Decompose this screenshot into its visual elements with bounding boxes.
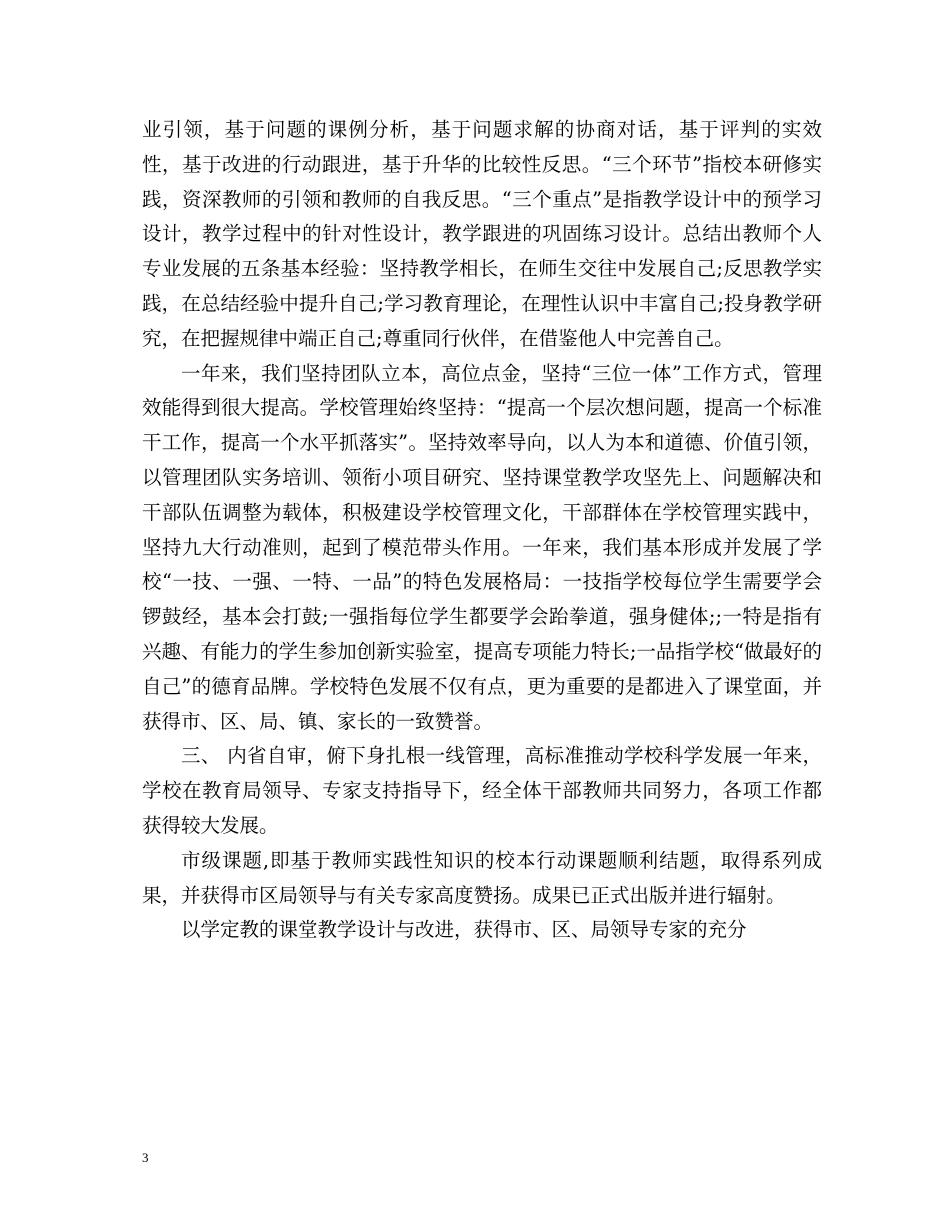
paragraph-3: 三、 内省自审，俯下身扎根一线管理，高标准推动学校科学发展一年来，学校在教育局领导、专家支持指导下，经全体干部教师共同努力，各项工作都获得较大发展。 (142, 744, 822, 837)
body-text (142, 113, 822, 948)
page-number: 3 (142, 1150, 149, 1165)
paragraph-2: 一年来，我们坚持团队立本，高位点金，坚持“三位一体”工作方式，管理效能得到很大提高。学校管理始终坚持：“提高一个层次想问题，提高一个标准干工作，提高一个水平抓落实”。坚持效率导向，以人为本和道德、价值引领，以管理团队实务培训、领衔小项目研究、坚持课堂教学攻坚先上、问题解决和干部队伍调整为载体，积极建设学校管理文化，干部群体在学校管理实践中，坚持九大行动准则，起到了模范带头作用。一年来，我们基本形成并发展了学校“一技、一强、一特、一品”的特色发展格局：一技指学校每位学生需要学会锣鼓经，基本会打鼓;一强指每位学生都要学会跆拳道，强身健体;;一特是指有兴趣、有能力的学生参加创新实验室，提高专项能力特长;一品指学校“做最好的自己”的德育品牌。学校特色发展不仅有点，更为重要的是都进入了课堂面，并获得市、区、局、镇、家长的一致赞誉。 (142, 361, 822, 733)
paragraph-5: 以学定教的课堂教学设计与改进，获得市、区、局领导专家的充分 (181, 918, 747, 942)
paragraph-4: 市级课题,即基于教师实践性知识的校本行动课题顺利结题，取得系列成果，并获得市区局领导与有关专家高度赞扬。成果已正式出版并进行辐射。 (142, 848, 822, 907)
paragraph-1: 业引领，基于问题的课例分析，基于问题求解的协商对话，基于评判的实效性，基于改进的行动跟进，基于升华的比较性反思。“三个环节”指校本研修实践，资深教师的引领和教师的自我反思。“三个重点”是指教学设计中的预学习设计，教学过程中的针对性设计，教学跟进的巩固练习设计。总结出教师个人专业发展的五条基本经验：坚持教学相长，在师生交往中发展自己;反思教学实践，在总结经验中提升自己;学习教育理论，在理性认识中丰富自己;投身教学研究，在把握规律中端正自己;尊重同行伙伴，在借鉴他人中完善自己。 (142, 118, 822, 350)
